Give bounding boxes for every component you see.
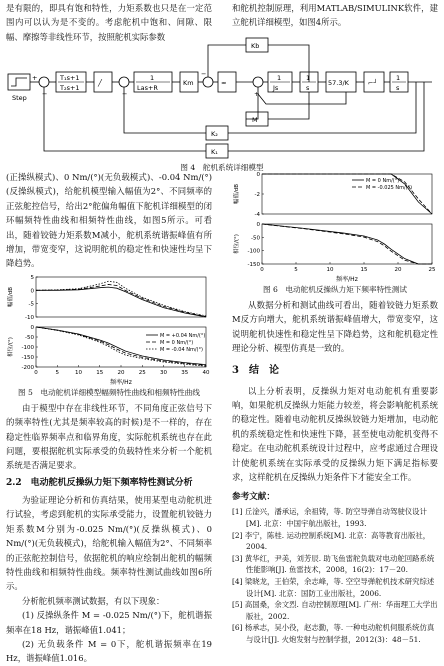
y-axis-label: 幅值/dB <box>8 286 14 307</box>
svg-text:s: s <box>396 84 400 92</box>
reference-item: [4] 梁晓龙，王伯荣，余志峰，等. 空空导弹舵机技术研究综述设计[M]. 北京：国防工业出版社，2006. <box>232 577 435 598</box>
reference-item: [2] 李宁，陈桂. 运动控制系统[M]. 北京：高等教育出版社，2004. <box>232 530 431 552</box>
svg-text:1: 1 <box>306 74 311 82</box>
svg-text:57.3/K: 57.3/K <box>328 79 349 87</box>
svg-text:s: s <box>306 84 310 92</box>
y-tick-label: -2 <box>254 192 260 198</box>
references-heading: 参考文献： <box>232 492 275 503</box>
right-para-after-fig6: 从数据分析和测试曲线可看出，随着铰链力矩系数M反方向增大，舵机系统谐振峰值增大，带宽变窄，这说明舵机快速性和稳定性呈下降趋势，这和舵机稳定性理论分析、模型仿真是一致的。 <box>232 300 438 354</box>
left-column <box>6 0 212 164</box>
x-tick-label: 30 <box>160 369 167 376</box>
svg-text:K₁: K₁ <box>211 148 218 156</box>
x-tick-label: 15 <box>360 267 368 273</box>
left-column-body <box>6 170 212 666</box>
left-para-2-2: 为验证理论分析和仿真结果，使用某型电动舵机进行试验，考虑到舵机的实际承受能力，设置舵机铰链力矩系数M分别为-0.025 Nm/(°)(反操纵模式)、0 Nm/(°)(无负载模式)，给舵机输入幅值为2°、不同频率的正弦舵控制信号，依据舵机的响应绘制出舵机的幅频特性曲线和相频特性曲线。频率特性测试曲线如图6所示。 <box>6 494 212 592</box>
plot-frame <box>262 224 432 264</box>
x-tick-label: 5 <box>294 267 298 273</box>
legend-label: M = 0 Nm/(°) <box>160 339 194 346</box>
svg-text:K₂: K₂ <box>211 130 218 138</box>
x-tick-label: 0 <box>260 267 264 273</box>
reference-item: [5] 高国桑，余文烈. 自动控制原理[M]. 广州：华南理工大学出版社，2002. <box>232 600 438 621</box>
y-tick-label: -5 <box>28 301 34 308</box>
y-tick-label: -50 <box>251 235 260 242</box>
series-line <box>262 174 432 214</box>
fig5-chart <box>6 273 212 385</box>
svg-text:T₂s+1: T₂s+1 <box>60 84 80 92</box>
series-line <box>262 224 432 264</box>
y-axis-label: 相位/(°) <box>234 234 240 254</box>
fig5-caption: 图 5 电动舵机详细模型幅频特性曲线和相频特性曲线 <box>18 387 200 397</box>
svg-text:1: 1 <box>150 74 155 82</box>
svg-text:−: − <box>122 90 128 98</box>
svg-text:+: + <box>254 90 260 98</box>
x-tick-label: 5 <box>55 369 59 376</box>
svg-text:⌐┘: ⌐┘ <box>368 79 378 87</box>
svg-text:Las+R: Las+R <box>137 84 158 92</box>
y-axis-label: 相位/(°) <box>8 336 14 357</box>
references-list <box>232 506 438 645</box>
series-line <box>262 224 432 264</box>
x-axis-label: 频率/Hz <box>110 378 132 385</box>
svg-text:−: − <box>42 90 48 98</box>
svg-text:╱: ╱ <box>98 79 102 87</box>
left-para-after-fig5: 由于模型中存在非线性环节，不同角度正弦信号下的频率特性(尤其是频率较高的时候)是不一样的，存在稳定性临界频率点和临界角度，实际舵机系统也存在此问题，要根据舵机实际承受的负载特性来分析一个舵机系统是否满足要求。 <box>6 402 212 471</box>
y-tick-label: -4 <box>254 212 260 218</box>
x-tick-label: 20 <box>394 267 402 273</box>
reference-item: [3] 黄华红，尹美，刘芳辰. 助飞鱼雷舵负载对电动舵回路系统性能影响[J]. 鱼雷技术，2008，16(2)：17－20. <box>232 553 435 575</box>
right-para-conclusion: 以上分析表明，反操纵力矩对电动舵机有重要影响，如果舵机反操纵力矩能力较差，将会影响舵机系统的稳定性。随着电动舵机反操纵铰链力矩增加，电动舵机的系统稳定性和快速性下降，甚至使电动舵机变得不稳定。在电动舵机系统设计过程中，应考虑通过合理设计使舵机系统在实际承受的反操纵力矩下满足指标要求，这样舵机在反操纵力矩条件下才能安全工作。 <box>232 385 438 483</box>
y-tick-label: 0 <box>30 324 34 331</box>
y-tick-label: -100 <box>247 248 260 255</box>
x-axis-label: 频率/Hz <box>336 276 358 282</box>
svg-text:Kb: Kb <box>251 42 260 50</box>
x-tick-label: 0 <box>34 369 38 376</box>
y-axis-label: 幅值/dB <box>234 183 240 205</box>
right-column <box>232 0 438 30</box>
legend-label: M = 0 Nm/(°) <box>366 178 400 184</box>
right-column-body <box>232 170 438 646</box>
y-tick-label: -150 <box>21 354 34 361</box>
fig6-caption: 图 6 电动舵机反操纵力矩下频率特性测试 <box>263 285 407 294</box>
x-tick-label: 35 <box>181 369 189 376</box>
fig4-caption: 图 4 舵机系统详细模型 <box>180 163 264 172</box>
left-para-summary: 分析舵机频率测试数据，有以下现象： <box>22 595 165 606</box>
x-tick-label: 40 <box>202 369 210 376</box>
svg-text:T₁s+1: T₁s+1 <box>60 74 80 82</box>
svg-text:Js: Js <box>273 84 279 92</box>
svg-text:M: M <box>252 116 258 124</box>
left-top-paragraph: 是有限的，即具有饱和特性，力矩系数也只是在一定范围内可以认为是不变的。考虑舵机中饱和、间隙、限幅、摩擦等非线性环节，按照舵机实际参数 <box>6 3 212 42</box>
y-tick-label: -10 <box>25 314 34 321</box>
step-label: Step <box>12 94 27 102</box>
x-tick-label: 25 <box>138 369 146 376</box>
y-tick-label: -50 <box>25 334 34 341</box>
x-tick-label: 25 <box>428 267 436 273</box>
y-tick-label: -200 <box>21 364 34 371</box>
svg-text:Km: Km <box>183 79 194 87</box>
y-tick-label: -150 <box>247 262 260 268</box>
fig6-chart <box>232 170 438 282</box>
left-item-2: (2) 无负载条件 M = 0下，舵机谐振频率在19 Hz，谐振峰值1.016。 <box>6 638 212 664</box>
reference-item: [1] 丘淦兴，潘承运，余祖铸，等. 防空导弹自动驾驶仪设计[M]. 北京：中国宇航出版社，1993. <box>232 507 427 529</box>
svg-text:+: + <box>32 74 38 82</box>
y-tick-label: 5 <box>30 274 34 281</box>
series-line <box>36 287 206 317</box>
x-tick-label: 10 <box>326 267 334 273</box>
x-tick-label: 15 <box>96 369 104 376</box>
reference-item: [6] 杨承志，吴小役，赵志勤，等. 一种电动舵机伺服系统仿真与设计[J]. 火炮发射与控制学报，2012(3)：48－51. <box>232 623 435 644</box>
sum-junction-4 <box>253 77 263 87</box>
section-3-heading: 3 结 论 <box>232 364 279 376</box>
y-tick-label: -100 <box>21 344 34 351</box>
legend-label: M = +0.04 Nm/(°) <box>160 332 206 339</box>
svg-text:1: 1 <box>277 74 282 82</box>
legend-label: M = -0.04 Nm/(°) <box>160 346 203 353</box>
series-line <box>262 174 432 214</box>
left-para-after-fig4: (正操纵模式)、0 Nm/(°)(无负载模式)、-0.04 Nm/(°)(反操纵模式)，给舵机模型输入幅值为2°、不同频率的正弦舵控信号，给出2°舵偏角幅值下舵机详细模型的闭环幅频特性曲线和相频特性曲线，如图5所示。可看出，随着铰链力矩系数M减小，舵机系统谐振峰值有所增加，带宽变窄，这说明舵机的稳定性和快速性均呈下降趋势。 <box>6 172 212 269</box>
plot-frame <box>262 174 432 214</box>
svg-text:≈: ≈ <box>221 79 227 87</box>
legend-label: M = -0.025 Nm/(°) <box>366 185 413 191</box>
right-top-paragraph: 和舵机控制原理，利用MATLAB/SIMULINK软件，建立舵机详细模型，如图4所示。 <box>232 3 438 28</box>
svg-text:1: 1 <box>396 74 401 82</box>
left-item-1: (1) 反操纵条件 M = -0.025 Nm/(°)下，舵机谐振频率在18 Hz，谐振峰值1.041； <box>6 610 212 635</box>
x-tick-label: 20 <box>117 369 125 376</box>
y-tick-label: 0 <box>256 172 260 178</box>
y-tick-label: 0 <box>30 288 34 295</box>
svg-text:−: − <box>201 70 207 78</box>
x-tick-label: 10 <box>75 369 82 376</box>
section-2-2-heading: 2.2 电动舵机反操纵力矩下频率特性测试分析 <box>6 477 193 488</box>
y-tick-label: 0 <box>256 222 260 228</box>
